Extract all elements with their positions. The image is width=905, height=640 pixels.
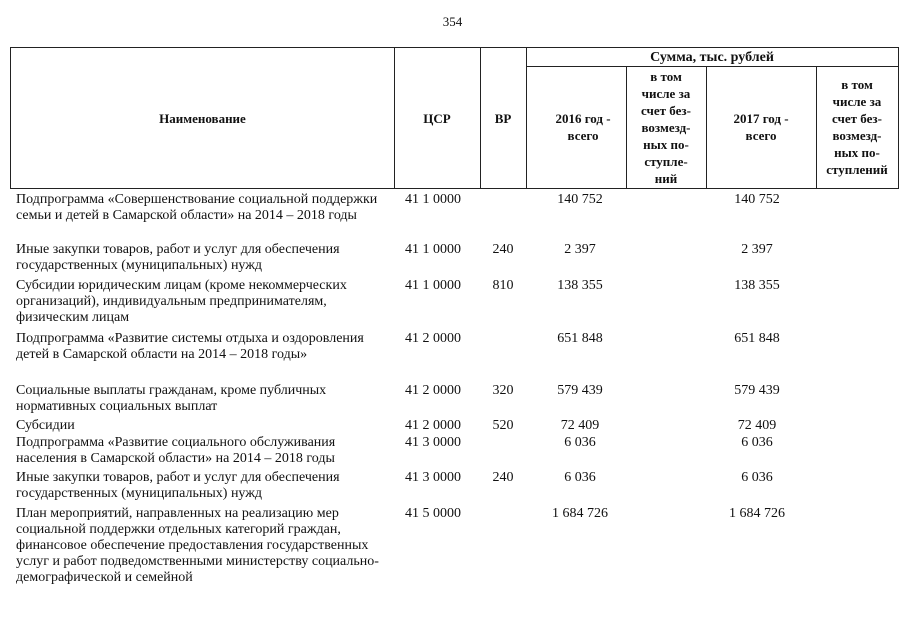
row-name: Подпрограмма «Развитие системы отдыха и оздоровления детей в Самарской области на 2014 – 2018 годы» [16,331,364,362]
row-sum-2016: 6 036 [564,470,596,485]
header-2017-incl: в том числе за счет без-возмезд-ных по-ступлений [826,77,888,177]
row-sum-2016: 138 355 [557,278,603,293]
row-csr: 41 2 0000 [405,331,461,346]
header-divider [480,48,481,188]
table-row [0,506,905,596]
row-sum-2016: 1 684 726 [552,506,608,521]
row-sum-2017: 579 439 [734,383,780,398]
table-row [0,435,905,469]
row-name: Социальные выплаты гражданам, кроме публичных нормативных социальных выплат [16,383,327,414]
row-csr: 41 3 0000 [405,470,461,485]
row-sum-2017: 6 036 [741,435,773,450]
header-vr: ВР [494,110,512,126]
header-sum: Сумма, тыс. рублей [650,49,774,65]
row-sum-2017: 72 409 [737,418,777,433]
table-row [0,331,905,383]
header-divider [526,48,527,188]
row-name: Подпрограмма «Развитие социального обслуживания населения в Самарской области» на 2014 – 2018 годы [16,435,336,466]
row-vr: 240 [492,242,514,257]
row-sum-2016: 6 036 [564,435,596,450]
row-sum-2017: 651 848 [734,331,780,346]
page-number: 354 [442,14,463,29]
row-sum-2017: 1 684 726 [729,506,785,521]
table-row [0,192,905,242]
row-csr: 41 1 0000 [405,278,461,293]
row-name: План мероприятий, направленных на реализацию мер социальной поддержки отдельных категорий граждан, финансовое обеспечение предоставления государственных услуг и работ подведомственными министерству социально-демографической и семейной [16,506,379,585]
table-row [0,418,905,434]
table-row [0,242,905,276]
row-csr: 41 1 0000 [405,242,461,257]
row-sum-2017: 140 752 [734,192,780,207]
row-csr: 41 5 0000 [405,506,461,521]
header-name: Наименование [159,110,246,126]
table-header [10,47,899,189]
header-divider [394,48,395,188]
row-csr: 41 2 0000 [405,383,461,398]
row-name: Иные закупки товаров, работ и услуг для обеспечения государственных (муниципальных) нужд [16,242,340,273]
header-divider [816,66,817,188]
header-divider [626,66,627,188]
header-2016-incl: в том числе за счет без-возмезд-ных по-ступле-ний [641,68,691,186]
row-vr: 320 [492,383,514,398]
table-row [0,278,905,330]
row-sum-2016: 140 752 [557,192,603,207]
header-divider [706,66,707,188]
row-name: Подпрограмма «Совершенствование социальной поддержки семьи и детей в Самарской области» на 2014 – 2018 годы [16,192,378,223]
header-divider [526,66,898,67]
row-name: Субсидии [16,418,75,433]
row-sum-2016: 2 397 [564,242,596,257]
row-sum-2016: 579 439 [557,383,603,398]
row-name: Субсидии юридическим лицам (кроме некоммерческих организаций), индивидуальным предпринимателям, физическим лицам [16,278,347,325]
header-csr: ЦСР [423,110,451,126]
row-vr: 240 [492,470,514,485]
table-row [0,383,905,417]
row-sum-2017: 6 036 [741,470,773,485]
row-csr: 41 2 0000 [405,418,461,433]
row-sum-2016: 72 409 [560,418,600,433]
row-sum-2016: 651 848 [557,331,603,346]
row-sum-2017: 138 355 [734,278,780,293]
row-sum-2017: 2 397 [741,242,773,257]
row-vr: 810 [492,278,514,293]
row-csr: 41 3 0000 [405,435,461,450]
header-2017-total: 2017 год - всего [733,111,789,143]
table-row [0,470,905,504]
header-2016-total: 2016 год - всего [555,111,611,143]
row-name: Иные закупки товаров, работ и услуг для обеспечения государственных (муниципальных) нужд [16,470,340,501]
row-csr: 41 1 0000 [405,192,461,207]
row-vr: 520 [492,418,514,433]
